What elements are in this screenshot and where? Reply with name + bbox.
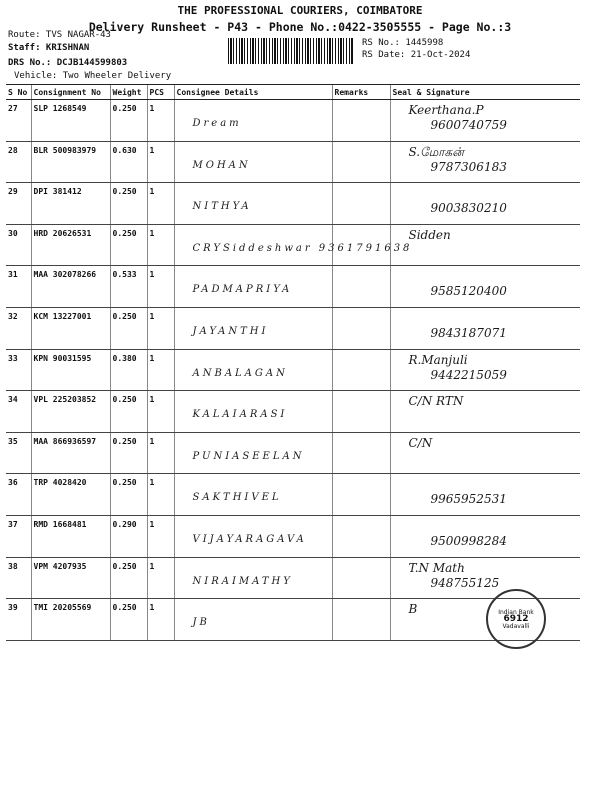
col-seal-signature: Seal & Signature — [390, 85, 580, 100]
vehicle-label: Vehicle: Two Wheeler Delivery — [14, 71, 172, 81]
pcs-cell: 1 — [147, 307, 174, 349]
col-consignee: Consignee Details — [174, 85, 332, 100]
col-consignment: Consignment No — [31, 85, 110, 100]
receiver-phone: 9500998284 — [430, 533, 507, 548]
consignee-cell — [174, 599, 332, 641]
remarks-cell — [332, 100, 390, 142]
consignee-cell — [174, 349, 332, 391]
receiver-phone: 9585120400 — [430, 284, 507, 299]
receiver-phone: 9965952531 — [430, 492, 507, 507]
remarks-cell — [332, 391, 390, 433]
consignment-cell: BLR 500983979 — [31, 141, 110, 183]
rs-date: RS Date: 21-Oct-2024 — [362, 50, 471, 60]
stamp-bank: Indian Bank — [498, 608, 534, 616]
pcs-cell: 1 — [147, 391, 174, 433]
receiver-phone: 9442215059 — [430, 367, 507, 382]
weight-cell: 0.250 — [110, 391, 147, 433]
sno-cell: 37 — [6, 515, 31, 557]
consignee-name: CRYSiddeshwar 9361791638 — [192, 242, 413, 254]
receiver-phone: 9003830210 — [430, 201, 507, 216]
signature-cell — [390, 141, 580, 183]
weight-cell: 0.380 — [110, 349, 147, 391]
remarks-cell — [332, 349, 390, 391]
signature-cell — [390, 391, 580, 433]
consignment-cell: MAA 302078266 — [31, 266, 110, 308]
consignee-cell — [174, 432, 332, 474]
sno-cell: 38 — [6, 557, 31, 599]
remarks-cell — [332, 266, 390, 308]
signature-cell — [390, 307, 580, 349]
receiver-signature: Keerthana.P — [408, 103, 484, 117]
runsheet-table — [6, 84, 580, 641]
stamp-branch: Vadavalli — [502, 622, 530, 630]
sno-cell: 27 — [6, 100, 31, 142]
weight-cell: 0.250 — [110, 100, 147, 142]
consignment-cell: RMD 1668481 — [31, 515, 110, 557]
table-row — [6, 515, 580, 557]
consignee-cell — [174, 474, 332, 516]
table-row — [6, 307, 580, 349]
table-row — [6, 183, 580, 225]
remarks-cell — [332, 515, 390, 557]
weight-cell: 0.250 — [110, 224, 147, 266]
drs-number: DRS No.: DCJB144599803 — [8, 58, 128, 68]
weight-cell: 0.250 — [110, 474, 147, 516]
signature-cell — [390, 557, 580, 599]
receiver-phone: 9787306183 — [430, 159, 507, 174]
pcs-cell: 1 — [147, 141, 174, 183]
consignee-name: NIRAIMATHY — [192, 575, 293, 587]
receiver-signature: Sidden — [408, 227, 451, 242]
consignee-name: NITHYA — [192, 201, 252, 213]
table-row — [6, 557, 580, 599]
remarks-cell — [332, 141, 390, 183]
consignment-cell: DPI 381412 — [31, 183, 110, 225]
signature-cell — [390, 349, 580, 391]
remarks-cell — [332, 557, 390, 599]
remarks-cell — [332, 224, 390, 266]
stamp-number: 6912 — [503, 613, 529, 624]
route-label: Route: TVS NAGAR-43 — [8, 30, 111, 40]
sno-cell: 33 — [6, 349, 31, 391]
pcs-cell: 1 — [147, 474, 174, 516]
sno-cell: 32 — [6, 307, 31, 349]
consignee-name: PUNIASEELAN — [192, 450, 305, 462]
weight-cell: 0.533 — [110, 266, 147, 308]
receiver-signature: C/N RTN — [408, 394, 464, 409]
consignee-cell — [174, 183, 332, 225]
pcs-cell: 1 — [147, 599, 174, 641]
pcs-cell: 1 — [147, 432, 174, 474]
table-row — [6, 432, 580, 474]
signature-cell — [390, 224, 580, 266]
weight-cell: 0.250 — [110, 557, 147, 599]
table-header-row — [6, 85, 580, 100]
barcode — [228, 38, 354, 64]
pcs-cell: 1 — [147, 515, 174, 557]
weight-cell: 0.250 — [110, 432, 147, 474]
sno-cell: 34 — [6, 391, 31, 433]
col-pcs: PCS — [147, 85, 174, 100]
consignee-name: MOHAN — [192, 159, 251, 171]
weight-cell: 0.250 — [110, 183, 147, 225]
company-title: THE PROFESSIONAL COURIERS, COIMBATORE — [177, 4, 423, 17]
consignment-cell: VPL 225203852 — [31, 391, 110, 433]
sno-cell: 39 — [6, 599, 31, 641]
rs-number: RS No.: 1445998 — [362, 38, 444, 48]
consignment-cell: HRD 20626531 — [31, 224, 110, 266]
remarks-cell — [332, 432, 390, 474]
consignee-name: KALAIARASI — [192, 409, 288, 421]
consignee-cell — [174, 557, 332, 599]
consignee-name: SAKTHIVEL — [192, 492, 282, 504]
receiver-signature: T.N Math — [408, 560, 465, 575]
consignment-cell: KPN 90031595 — [31, 349, 110, 391]
consignee-cell — [174, 100, 332, 142]
consignment-cell: VPM 4207935 — [31, 557, 110, 599]
sno-cell: 28 — [6, 141, 31, 183]
signature-cell — [390, 474, 580, 516]
weight-cell: 0.630 — [110, 141, 147, 183]
pcs-cell: 1 — [147, 349, 174, 391]
signature-cell — [390, 432, 580, 474]
consignment-cell: MAA 866936597 — [31, 432, 110, 474]
consignee-cell — [174, 224, 413, 266]
table-row — [6, 100, 580, 142]
sno-cell: 31 — [6, 266, 31, 308]
receiver-signature: B — [408, 602, 418, 617]
consignee-cell — [174, 307, 332, 349]
runsheet-title: Delivery Runsheet - P43 - Phone No.:0422-3505555 - Page No.:3 — [88, 20, 512, 34]
weight-cell: 0.290 — [110, 515, 147, 557]
signature-cell — [390, 515, 580, 557]
receiver-signature: S.மோகன் — [408, 144, 464, 159]
weight-cell: 0.250 — [110, 307, 147, 349]
receiver-phone: 9843187071 — [430, 325, 507, 340]
bank-seal-stamp — [486, 589, 546, 649]
consignment-cell: TMI 20205569 — [31, 599, 110, 641]
consignee-name: ANBALAGAN — [192, 367, 288, 379]
remarks-cell — [332, 307, 390, 349]
table-row — [6, 224, 580, 266]
sno-cell: 29 — [6, 183, 31, 225]
signature-cell — [390, 266, 580, 308]
table-row — [6, 391, 580, 433]
staff-label: Staff: KRISHNAN — [8, 43, 90, 53]
consignment-cell: TRP 4028420 — [31, 474, 110, 516]
sno-cell: 30 — [6, 224, 31, 266]
receiver-phone: 948755125 — [430, 575, 500, 590]
consignment-cell: KCM 13227001 — [31, 307, 110, 349]
consignee-cell — [174, 515, 332, 557]
table-row — [6, 141, 580, 183]
sno-cell: 35 — [6, 432, 31, 474]
consignee-cell — [174, 391, 332, 433]
table-row — [6, 266, 580, 308]
consignee-name: JB — [192, 617, 210, 629]
remarks-cell — [332, 183, 390, 225]
pcs-cell: 1 — [147, 100, 174, 142]
pcs-cell: 1 — [147, 266, 174, 308]
table-row — [6, 349, 580, 391]
consignee-cell — [174, 141, 332, 183]
remarks-cell — [332, 474, 390, 516]
remarks-cell — [332, 599, 390, 641]
receiver-phone: 9600740759 — [430, 118, 507, 132]
table-row — [6, 474, 580, 516]
consignment-cell: SLP 1268549 — [31, 100, 110, 142]
pcs-cell: 1 — [147, 183, 174, 225]
receiver-signature: C/N — [408, 435, 433, 450]
signature-cell — [390, 183, 580, 225]
consignee-name: PADMAPRIYA — [192, 284, 293, 296]
col-remarks: Remarks — [332, 85, 390, 100]
signature-cell — [390, 599, 580, 641]
col-weight: Weight — [110, 85, 147, 100]
receiver-signature: R.Manjuli — [408, 352, 468, 367]
pcs-cell: 1 — [147, 224, 174, 266]
weight-cell: 0.250 — [110, 599, 147, 641]
consignee-name: JAYANTHI — [192, 325, 269, 337]
consignee-cell — [174, 266, 332, 308]
sno-cell: 36 — [6, 474, 31, 516]
consignee-name: VIJAYARAGAVA — [192, 533, 307, 545]
consignee-name: Dream — [192, 118, 242, 129]
col-sno: S No — [6, 85, 31, 100]
signature-cell — [390, 100, 580, 142]
pcs-cell: 1 — [147, 557, 174, 599]
